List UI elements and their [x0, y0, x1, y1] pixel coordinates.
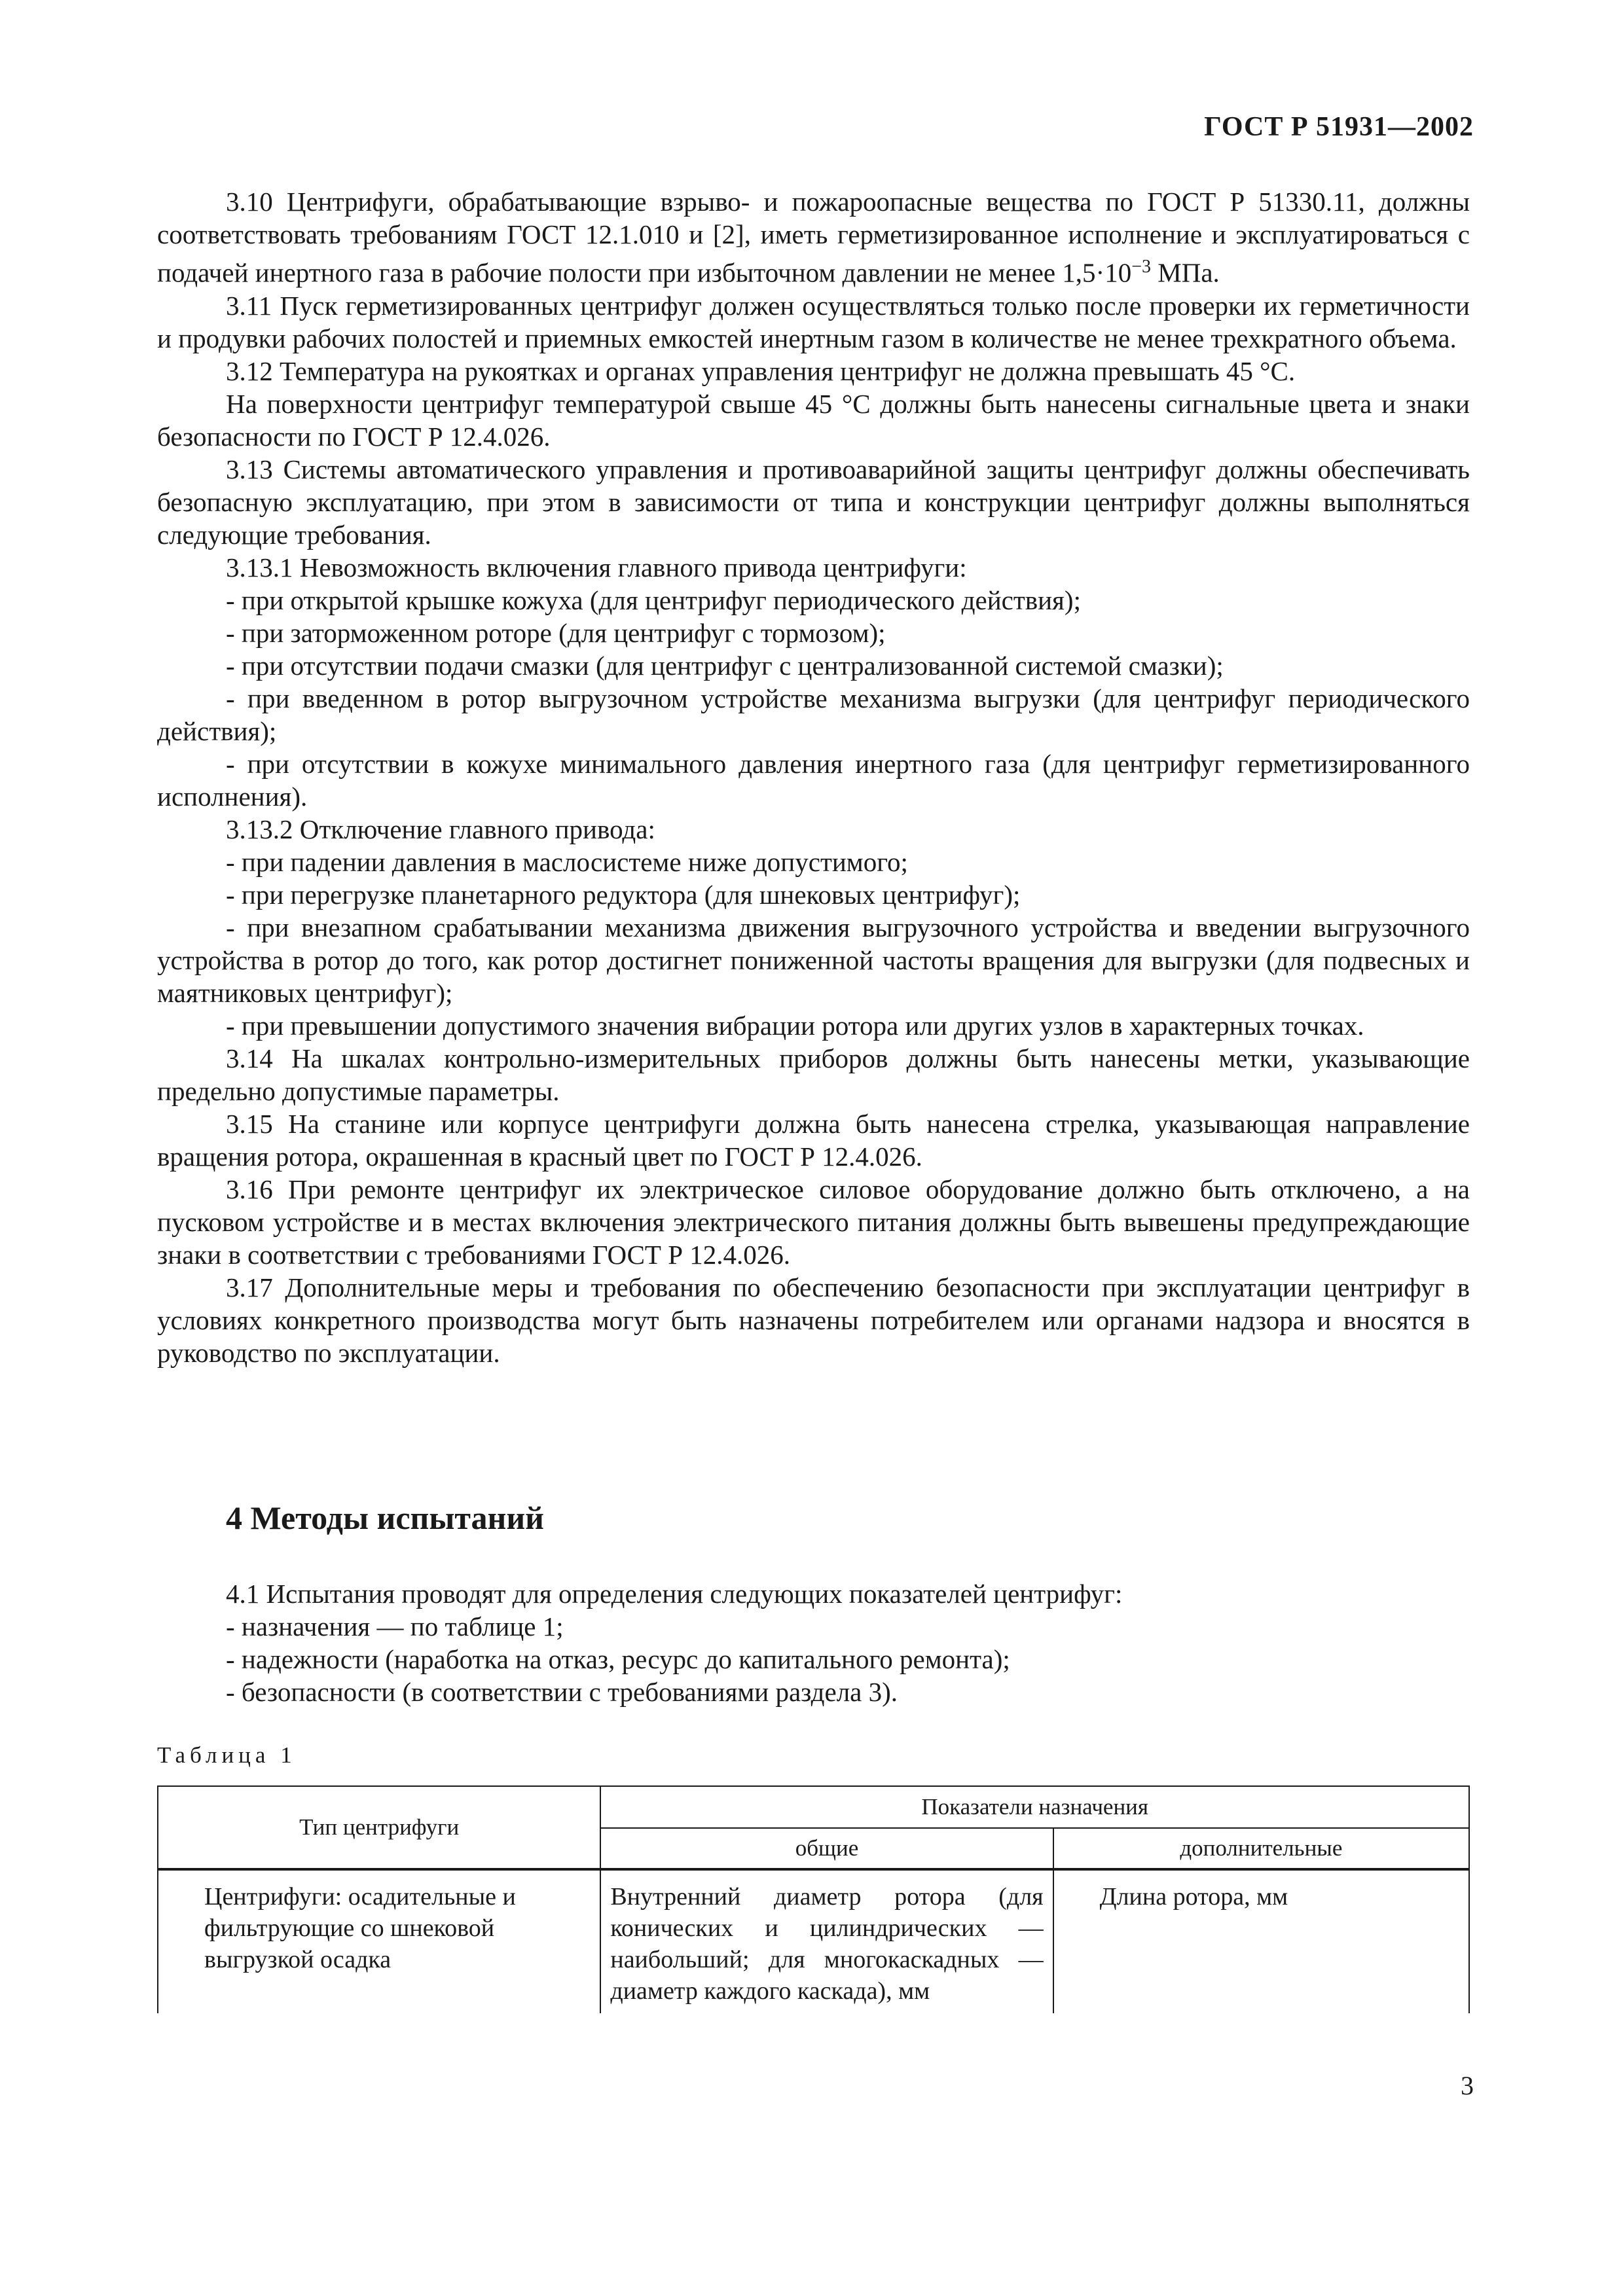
list-item: - при отсутствии подачи смазки (для центрифуг с централизованной системой смазки);	[226, 650, 1224, 681]
section-title: 4 Методы испытаний	[226, 1499, 544, 1536]
paragraph: 3.14 На шкалах контрольно-измерительных приборов должны быть нанесены метки, указывающие предельно допустимые параметры.	[157, 1043, 1470, 1106]
paragraph: 4.1 Испытания проводят для определения следующих показателей центрифуг:	[226, 1579, 1123, 1609]
list-item: - при внезапном срабатывании механизма движения выгрузочного устройства и введении выгрузочного устройства в ротор до того, как ротор достигнет пониженной частоты вращения для выгрузки (для подвесных и маятниковых центрифуг);	[157, 912, 1470, 1008]
requirements-text	[157, 185, 1470, 1369]
cell-general: Внутренний диаметр ротора (для конических и цилиндрических — наибольший; для многокаскадных — диаметр каждого каскада), мм	[600, 1869, 1053, 2013]
list-item: - при превышении допустимого значения вибрации ротора или других узлов в характерных точках.	[226, 1010, 1364, 1041]
paragraph: 3.17 Дополнительные меры и требования по обеспечению безопасности при эксплуатации центрифуг в условиях конкретного производства могут быть назначены потребителем или органами надзора и вносятся в руководство по эксплуатации.	[157, 1272, 1470, 1368]
cell-type: Центрифуги: осадительные и фильтрующие со шнековой выгрузкой осадка	[158, 1869, 600, 2013]
list-item: - при введенном в ротор выгрузочном устройстве механизма выгрузки (для центрифуг периодического действия);	[157, 683, 1470, 746]
list-item: - безопасности (в соответствии с требованиями раздела 3).	[226, 1677, 898, 1707]
paragraph: 3.11 Пуск герметизированных центрифуг должен осуществляться только после проверки их герметичности и продувки рабочих полостей и приемных емкостей инертным газом в количестве не менее трехкратного объема.	[157, 290, 1470, 353]
table-row	[158, 1869, 1469, 2013]
list-item: - при заторможенном роторе (для центрифуг с тормозом);	[226, 617, 886, 648]
list-item: - при отсутствии в кожухе минимального давления инертного газа (для центрифуг герметизированного исполнения).	[157, 748, 1470, 812]
paragraph: 3.13 Системы автоматического управления и противоаварийной защиты центрифуг должны обеспечивать безопасную эксплуатацию, при этом в зависимости от типа и конструкции центрифуг должны выполняться следующие требования.	[157, 454, 1470, 550]
indicators-table	[157, 1785, 1470, 2013]
table-caption: Таблица 1	[157, 1742, 297, 1768]
cell-additional: Длина ротора, мм	[1053, 1869, 1469, 2013]
list-item: - надежности (наработка на отказ, ресурс до капитального ремонта);	[226, 1644, 1010, 1674]
paragraph: 3.13.2 Отключение главного привода:	[226, 814, 655, 844]
header-general: общие	[600, 1828, 1053, 1869]
document-code: ГОСТ Р 51931—2002	[1204, 112, 1474, 142]
list-item: - при открытой крышке кожуха (для центрифуг периодического действия);	[226, 584, 1081, 615]
header-type: Тип центрифуги	[158, 1786, 600, 1869]
list-item: - назначения — по таблице 1;	[226, 1611, 564, 1641]
list-item: - при перегрузке планетарного редуктора (для шнековых центрифуг);	[226, 879, 1021, 910]
paragraph: 3.15 На станине или корпусе центрифуги должна быть нанесена стрелка, указывающая направление вращения ротора, окрашенная в красный цвет по ГОСТ Р 12.4.026.	[157, 1108, 1470, 1172]
list-item: - при падении давления в маслосистеме ниже допустимого;	[226, 846, 908, 877]
tests-text	[157, 1577, 1470, 1708]
paragraph: На поверхности центрифуг температурой свыше 45 °С должны быть нанесены сигнальные цвета и знаки безопасности по ГОСТ Р 12.4.026.	[157, 388, 1470, 452]
paragraph: 3.13.1 Невозможность включения главного привода центрифуги:	[226, 552, 967, 583]
header-additional: дополнительные	[1053, 1828, 1469, 1869]
paragraph: 3.10 Центрифуги, обрабатывающие взрыво- и пожароопасные вещества по ГОСТ Р 51330.11, должны соответствовать требованиям ГОСТ 12.1.010 и [2], иметь герметизированное исполнение и эксплуатироваться с подачей инертного газа в рабочие полости при избыточном давлении не менее $1,5\cdot 10^{-3}$ МПа.	[157, 187, 1470, 288]
page-number: 3	[1461, 2071, 1474, 2100]
paragraph: 3.12 Температура на рукоятках и органах управления центрифуг не должна превышать 45 °С.	[226, 355, 1296, 386]
paragraph: 3.16 При ремонте центрифуг их электрическое силовое оборудование должно быть отключено, а на пусковом устройстве и в местах включения электрического питания должны быть вывешены предупреждающие знаки в соответствии с требованиями ГОСТ Р 12.4.026.	[157, 1174, 1470, 1270]
header-indicators: Показатели назначения	[600, 1786, 1469, 1828]
